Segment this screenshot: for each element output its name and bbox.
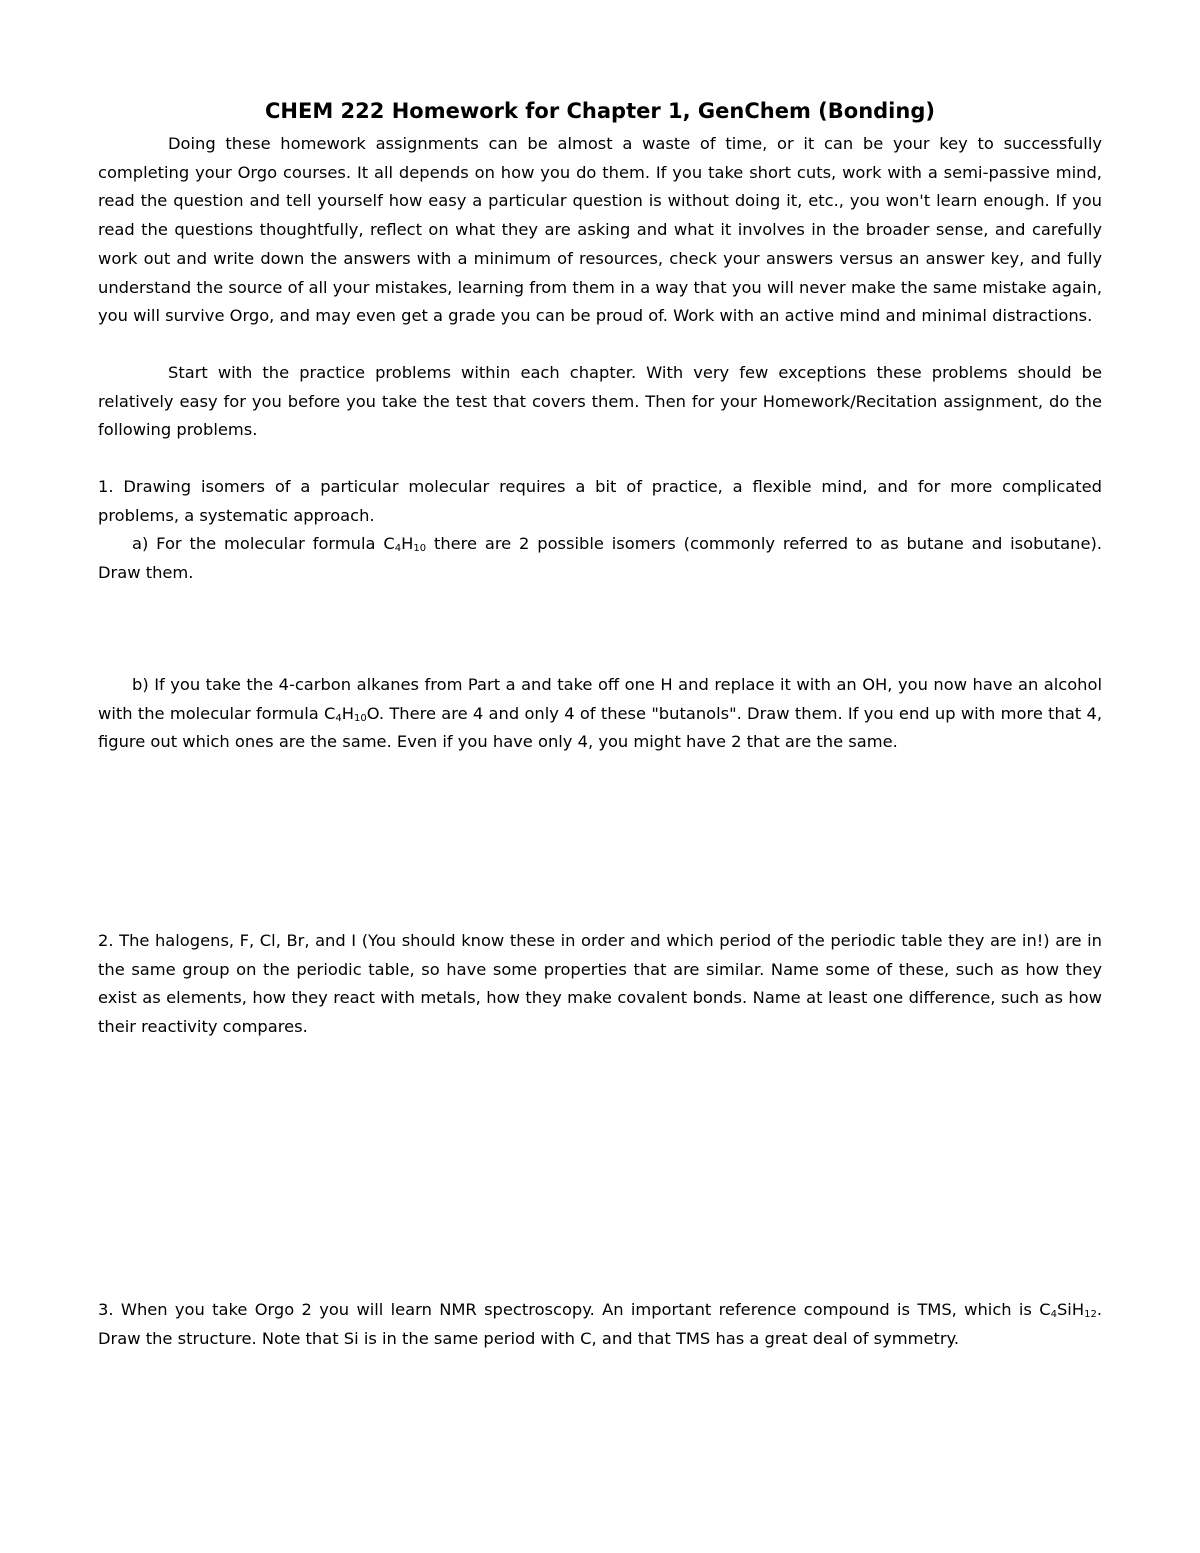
question-1a-text-start: a) For the molecular formula C [132,534,395,553]
document-title: CHEM 222 Homework for Chapter 1, GenChem (Bonding) [265,99,935,123]
formula-subscript: 4 [1050,1309,1057,1320]
formula-element: SiH [1056,1300,1085,1319]
formula-subscript: 10 [413,543,427,554]
question-1b-text-end: O. There are 4 and only 4 of these "butanols". Draw them. If you end up with more that 4, figure out which ones are the same. Even if you have only 4, you might have 2 that are the same. [98,703,1103,752]
formula-subscript: 10 [354,712,367,724]
intro-paragraph-2: Start with the practice problems within each chapter. With very few exceptions these problems should be relatively easy for you before you take the test that covers them. Then for your Homework/Recitation assignment, do the following problems. [98,363,1102,440]
question-1b [98,671,1102,757]
question-3-text-end: . Draw the structure. Note that Si is in the same period with C, and that TMS has a great deal of symmetry. [98,1300,1102,1348]
formula-element: H [401,534,414,553]
question-3-text-start: 3. When you take Orgo 2 you will learn NMR spectroscopy. An important reference compound is TMS, which is C [98,1300,1051,1319]
intro-paragraph-1: Doing these homework assignments can be almost a waste of time, or it can be your key to successfully completing your Orgo courses. It all depends on how you do them. If you take short cuts, work with a semi-passive mind, read the question and tell yourself how easy a particular question is without doing it, etc., you won't learn enough. If you read the questions thoughtfully, reflect on what they are asking and what it involves in the broader sense, and carefully work out and write down the answers with a minimum of resources, check your answers versus an answer key, and fully understand the source of all your mistakes, learning from them in a way that you will never make the same mistake again, you will survive Orgo, and may even get a grade you can be proud of. Work with an active mind and minimal distractions. [98,134,1102,326]
formula-element: H [341,703,355,723]
question-3 [98,1296,1102,1353]
question-2: 2. The halogens, F, Cl, Br, and I (You should know these in order and which period of the periodic table they are in!) are in the same group on the periodic table, so have some properties that are similar. Name some of these, such as how they exist as elements, how they react with metals, how they make covalent bonds. Name at least one difference, such as how their reactivity compares. [98,931,1102,1037]
question-1-stem: 1. Drawing isomers of a particular molecular requires a bit of practice, a flexible mind, and for more complicated problems, a systematic approach. [98,477,1102,525]
formula-subscript: 12 [1084,1309,1097,1320]
question-1a-text-end: there are 2 possible isomers (commonly referred to as butane and isobutane). Draw them. [98,534,1103,582]
formula-subscript: 4 [394,543,402,554]
question-1a [98,530,1102,587]
formula-subscript: 4 [335,712,342,724]
question-1b-text-start: b) If you take the 4-carbon alkanes from Part a and take off one H and replace it with an OH, you now have an alcohol with the molecular formula C [98,675,1102,723]
